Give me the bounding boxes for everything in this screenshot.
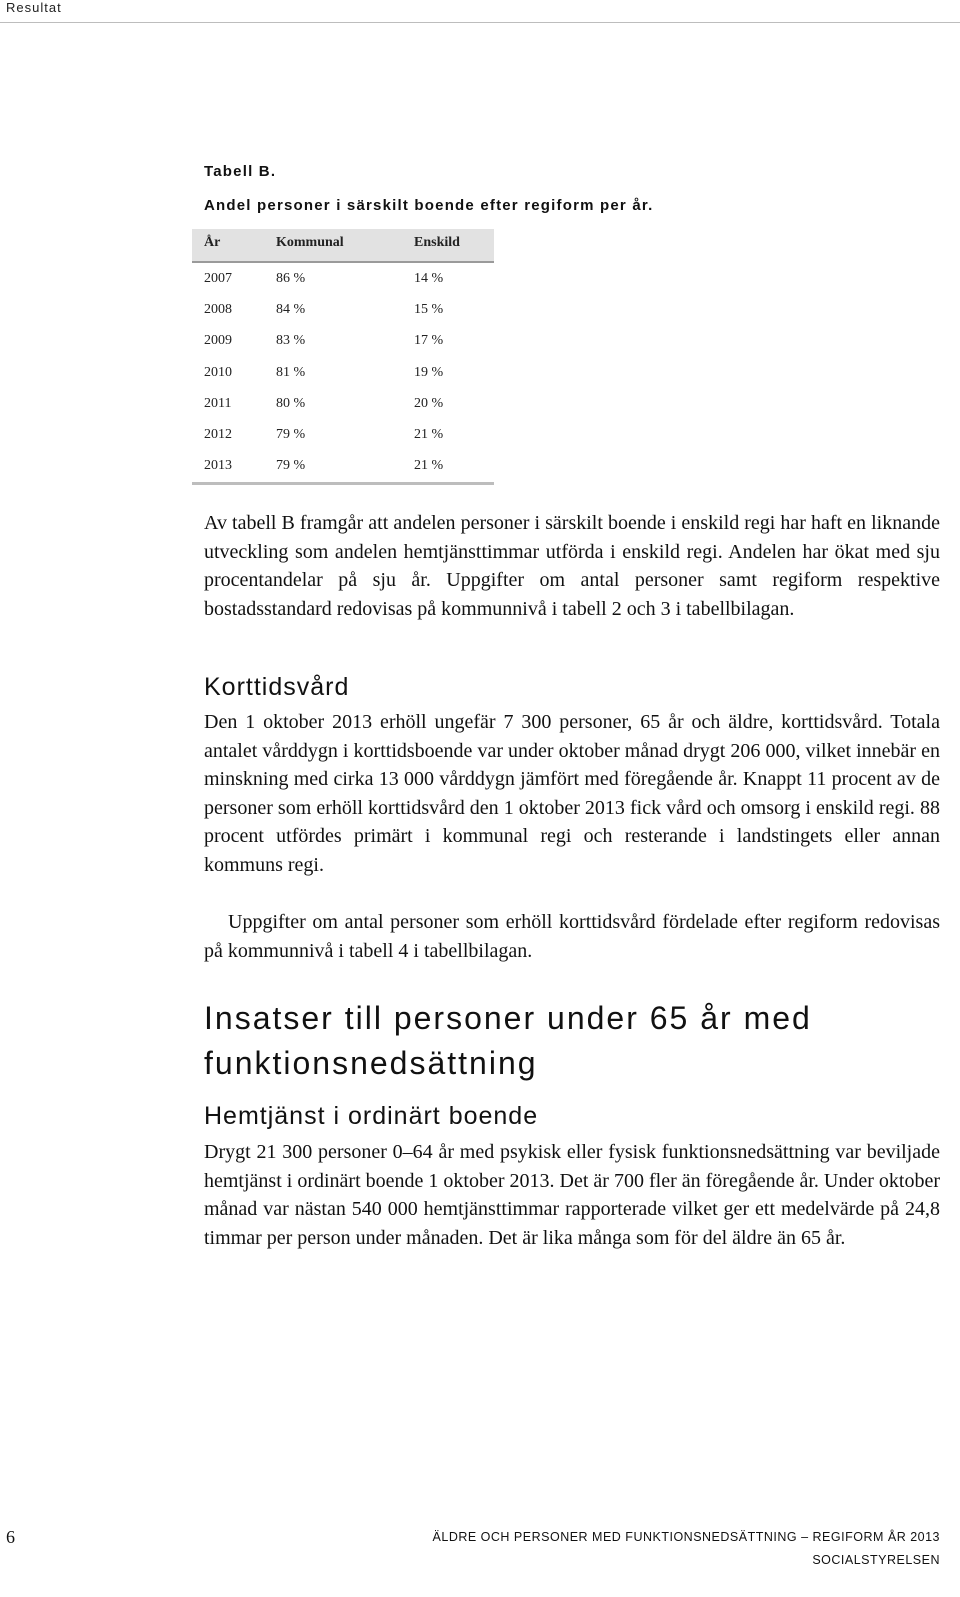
heading-korttidsvard: Korttidsvård: [204, 673, 350, 701]
table-row: [192, 294, 494, 325]
cell-kommunal: 79 %: [276, 458, 306, 474]
table-label: Tabell B.: [204, 163, 277, 180]
header-divider: [0, 22, 960, 23]
cell-enskild: 15 %: [414, 302, 444, 318]
column-header-enskild: Enskild: [414, 235, 460, 250]
heading-hemtjanst: Hemtjänst i ordinärt boende: [204, 1102, 539, 1130]
table-row: [192, 419, 494, 450]
paragraph-korttidsvard: Den 1 oktober 2013 erhöll ungefär 7 300 personer, 65 år och äldre, korttidsvård. Totala antalet vårddygn i korttidsboende var under oktober månad drygt 206 000, vilket innebär en minskning med cirka 13 000 vårddygn jämfört med föregående år. Knappt 11 procent av de personer som erhöll korttidsvård den 1 oktober 2013 fick vård och omsorg i enskild regi. 88 procent utfördes primärt i kommunal regi och resterande i landstingets eller annan kommuns regi.: [204, 711, 940, 876]
paragraph-hemtjanst: Drygt 21 300 personer 0–64 år med psykisk eller fysisk funktionsnedsättning var beviljade hemtjänst i ordinärt boende 1 oktober 2013. Det är 700 fler än föregående år. Under oktober månad var nästan 540 000 hemtjänsttimmar rapporterade vilket ger ett medelvärde på 24,8 timmar per person under månaden. Det är lika många som för del äldre än 65 år.: [204, 1141, 940, 1249]
table-row: [192, 450, 494, 481]
cell-kommunal: 79 %: [276, 426, 306, 442]
table-row: [192, 388, 494, 419]
cell-enskild: 14 %: [414, 271, 444, 286]
table-header-row: [192, 229, 494, 263]
column-header-year: År: [204, 235, 221, 250]
footer-organization: SOCIALSTYRELSEN: [812, 1553, 940, 1567]
cell-year: 2008: [204, 302, 232, 318]
paragraph-table-summary: Av tabell B framgår att andelen personer i särskilt boende i enskild regi har haft en liknande utveckling som andelen hemtjänsttimmar utförda i enskild regi. Andelen har ökat med sju procentandelar på sju år. Uppgifter om antal personer samt regiform respektive bostadsstandard redovisas på kommunnivå i tabell 2 och 3 i tabellbilagan.: [204, 512, 940, 620]
cell-year: 2013: [204, 458, 232, 474]
cell-year: 2011: [204, 395, 232, 411]
cell-kommunal: 84 %: [276, 302, 306, 318]
table-row: [192, 325, 494, 356]
cell-year: 2010: [204, 364, 232, 380]
heading-insatser: Insatser till personer under 65 år med funktionsnedsättning: [204, 1000, 812, 1081]
cell-enskild: 20 %: [414, 395, 444, 411]
column-header-kommunal: Kommunal: [276, 235, 344, 250]
cell-year: 2007: [204, 271, 232, 286]
table-row: [192, 263, 494, 294]
cell-kommunal: 83 %: [276, 333, 306, 349]
cell-kommunal: 86 %: [276, 271, 306, 286]
cell-year: 2012: [204, 426, 232, 442]
table-bottom-rule: [192, 482, 494, 485]
table-title: Andel personer i särskilt boende efter regiform per år.: [204, 197, 654, 214]
cell-enskild: 21 %: [414, 426, 444, 442]
cell-kommunal: 80 %: [276, 395, 306, 411]
data-table: [192, 229, 494, 485]
cell-enskild: 21 %: [414, 458, 444, 474]
table-row: [192, 357, 494, 388]
cell-kommunal: 81 %: [276, 364, 306, 380]
page-number: 6: [6, 1527, 15, 1547]
footer-report-title: ÄLDRE OCH PERSONER MED FUNKTIONSNEDSÄTTNING – REGIFORM ÅR 2013: [432, 1530, 940, 1544]
running-header: Resultat: [6, 0, 62, 15]
cell-enskild: 19 %: [414, 364, 444, 380]
cell-enskild: 17 %: [414, 333, 444, 349]
paragraph-korttidsvard-reference: Uppgifter om antal personer som erhöll korttidsvård fördelade efter regiform redovisas på kommunnivå i tabell 4 i tabellbilagan.: [204, 911, 940, 962]
cell-year: 2009: [204, 333, 232, 349]
